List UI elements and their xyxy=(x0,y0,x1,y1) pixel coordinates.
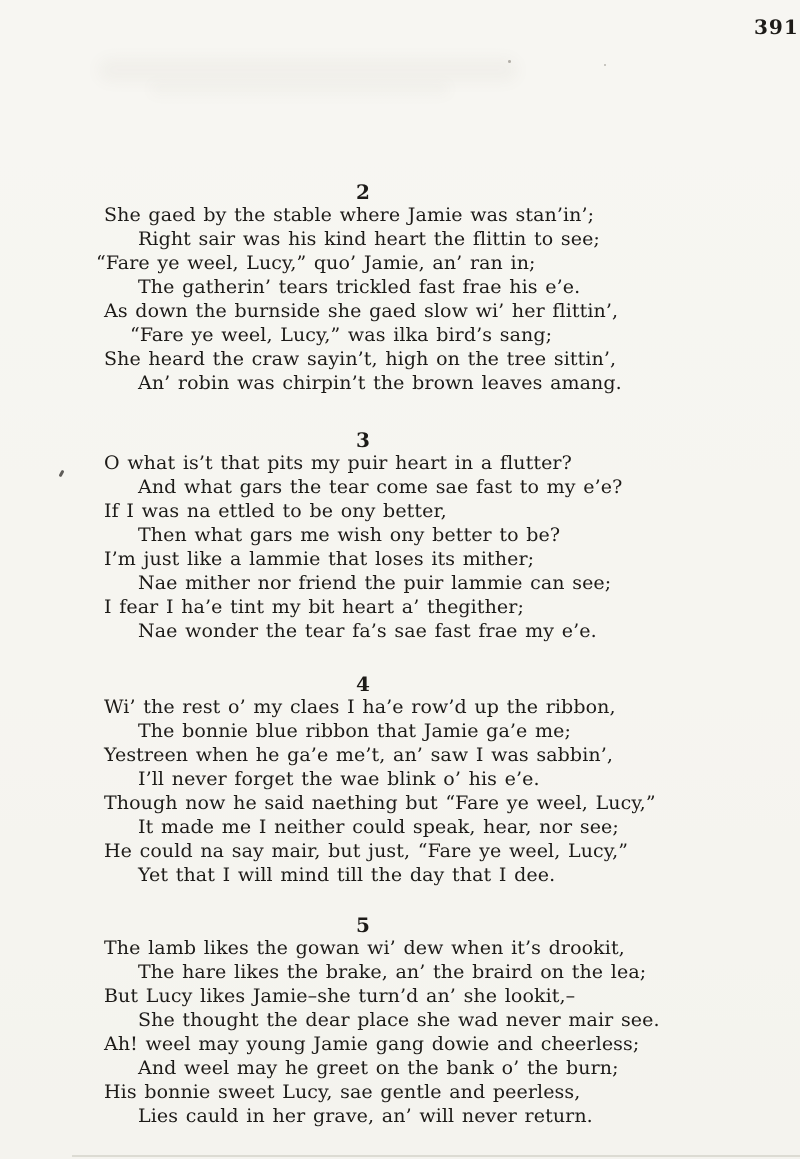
poem-line: Ah! weel may young Jamie gang dowie and cheerless; xyxy=(104,1033,640,1055)
poem-line: She heard the craw sayin’t, high on the tree sittin’, xyxy=(104,348,617,370)
poem-line: An’ robin was chirpin’t the brown leaves amang. xyxy=(138,372,622,394)
stanza-number: 4 xyxy=(356,672,370,696)
poem-line: Nae mither nor friend the puir lammie can see; xyxy=(138,572,612,594)
poem-line: The gatherin’ tears trickled fast frae his e’e. xyxy=(138,276,581,298)
poem-line: “Fare ye weel, Lucy,” was ilka bird’s sang; xyxy=(130,324,553,346)
stanza-3 xyxy=(104,429,622,643)
stanza-number: 5 xyxy=(356,913,370,937)
poem-line: He could na say mair, but just, “Fare ye weel, Lucy,” xyxy=(104,840,629,862)
poem-line: And weel may he greet on the bank o’ the burn; xyxy=(138,1057,619,1079)
page-bottom-scan-shadow xyxy=(72,1155,800,1157)
page-number: 391 xyxy=(754,15,799,39)
poem-line: Lies cauld in her grave, an’ will never return. xyxy=(138,1105,593,1127)
poem-line: The hare likes the brake, an’ the braird on the lea; xyxy=(138,961,647,983)
stanza-number: 2 xyxy=(356,180,370,204)
poem-line: Yestreen when he ga’e me’t, an’ saw I was sabbin’, xyxy=(104,744,613,766)
poem-line: Wi’ the rest o’ my claes I ha’e row’d up the ribbon, xyxy=(104,696,616,718)
poem-line: I’ll never forget the wae blink o’ his e’e. xyxy=(138,768,540,790)
poem-line: It made me I neither could speak, hear, nor see; xyxy=(138,816,619,838)
poem-line: Nae wonder the tear fa’s sae fast frae my e’e. xyxy=(138,620,597,642)
poem-line: She thought the dear place she wad never mair see. xyxy=(138,1009,660,1031)
stanza-4 xyxy=(104,672,656,887)
poem-line: I’m just like a lammie that loses its mither; xyxy=(104,548,535,570)
poem-line: The bonnie blue ribbon that Jamie ga’e me; xyxy=(138,720,571,742)
poem-line: The lamb likes the gowan wi’ dew when it’s drookit, xyxy=(104,937,625,959)
stanza-2 xyxy=(96,180,622,395)
poem-line: And what gars the tear come sae fast to my e’e? xyxy=(138,476,623,498)
print-through-artifact xyxy=(150,82,450,96)
poem-line: Yet that I will mind till the day that I dee. xyxy=(138,864,556,886)
poem-line: I fear I ha’e tint my bit heart a’ thegither; xyxy=(104,596,524,618)
poem-line: If I was na ettled to be ony better, xyxy=(104,500,447,522)
print-through-artifact xyxy=(98,58,518,82)
dust-speck xyxy=(508,60,511,63)
poem-line: She gaed by the stable where Jamie was stan’in’; xyxy=(104,204,595,226)
margin-ink-speck xyxy=(59,470,65,478)
poem-line: As down the burnside she gaed slow wi’ her flittin’, xyxy=(104,300,619,322)
stanza-5 xyxy=(104,913,660,1128)
poem-line: Right sair was his kind heart the flittin to see; xyxy=(138,228,600,250)
dust-speck xyxy=(604,64,606,66)
poem-line: His bonnie sweet Lucy, sae gentle and peerless, xyxy=(104,1081,581,1103)
poem-line: Though now he said naething but “Fare ye weel, Lucy,” xyxy=(104,792,656,814)
poem-line: But Lucy likes Jamie–she turn’d an’ she lookit,– xyxy=(104,985,576,1007)
poem-line: O what is’t that pits my puir heart in a flutter? xyxy=(104,452,572,474)
stanza-number: 3 xyxy=(356,428,370,452)
poem-line: “Fare ye weel, Lucy,” quo’ Jamie, an’ ran in; xyxy=(96,252,536,274)
poem-line: Then what gars me wish ony better to be? xyxy=(138,524,561,546)
